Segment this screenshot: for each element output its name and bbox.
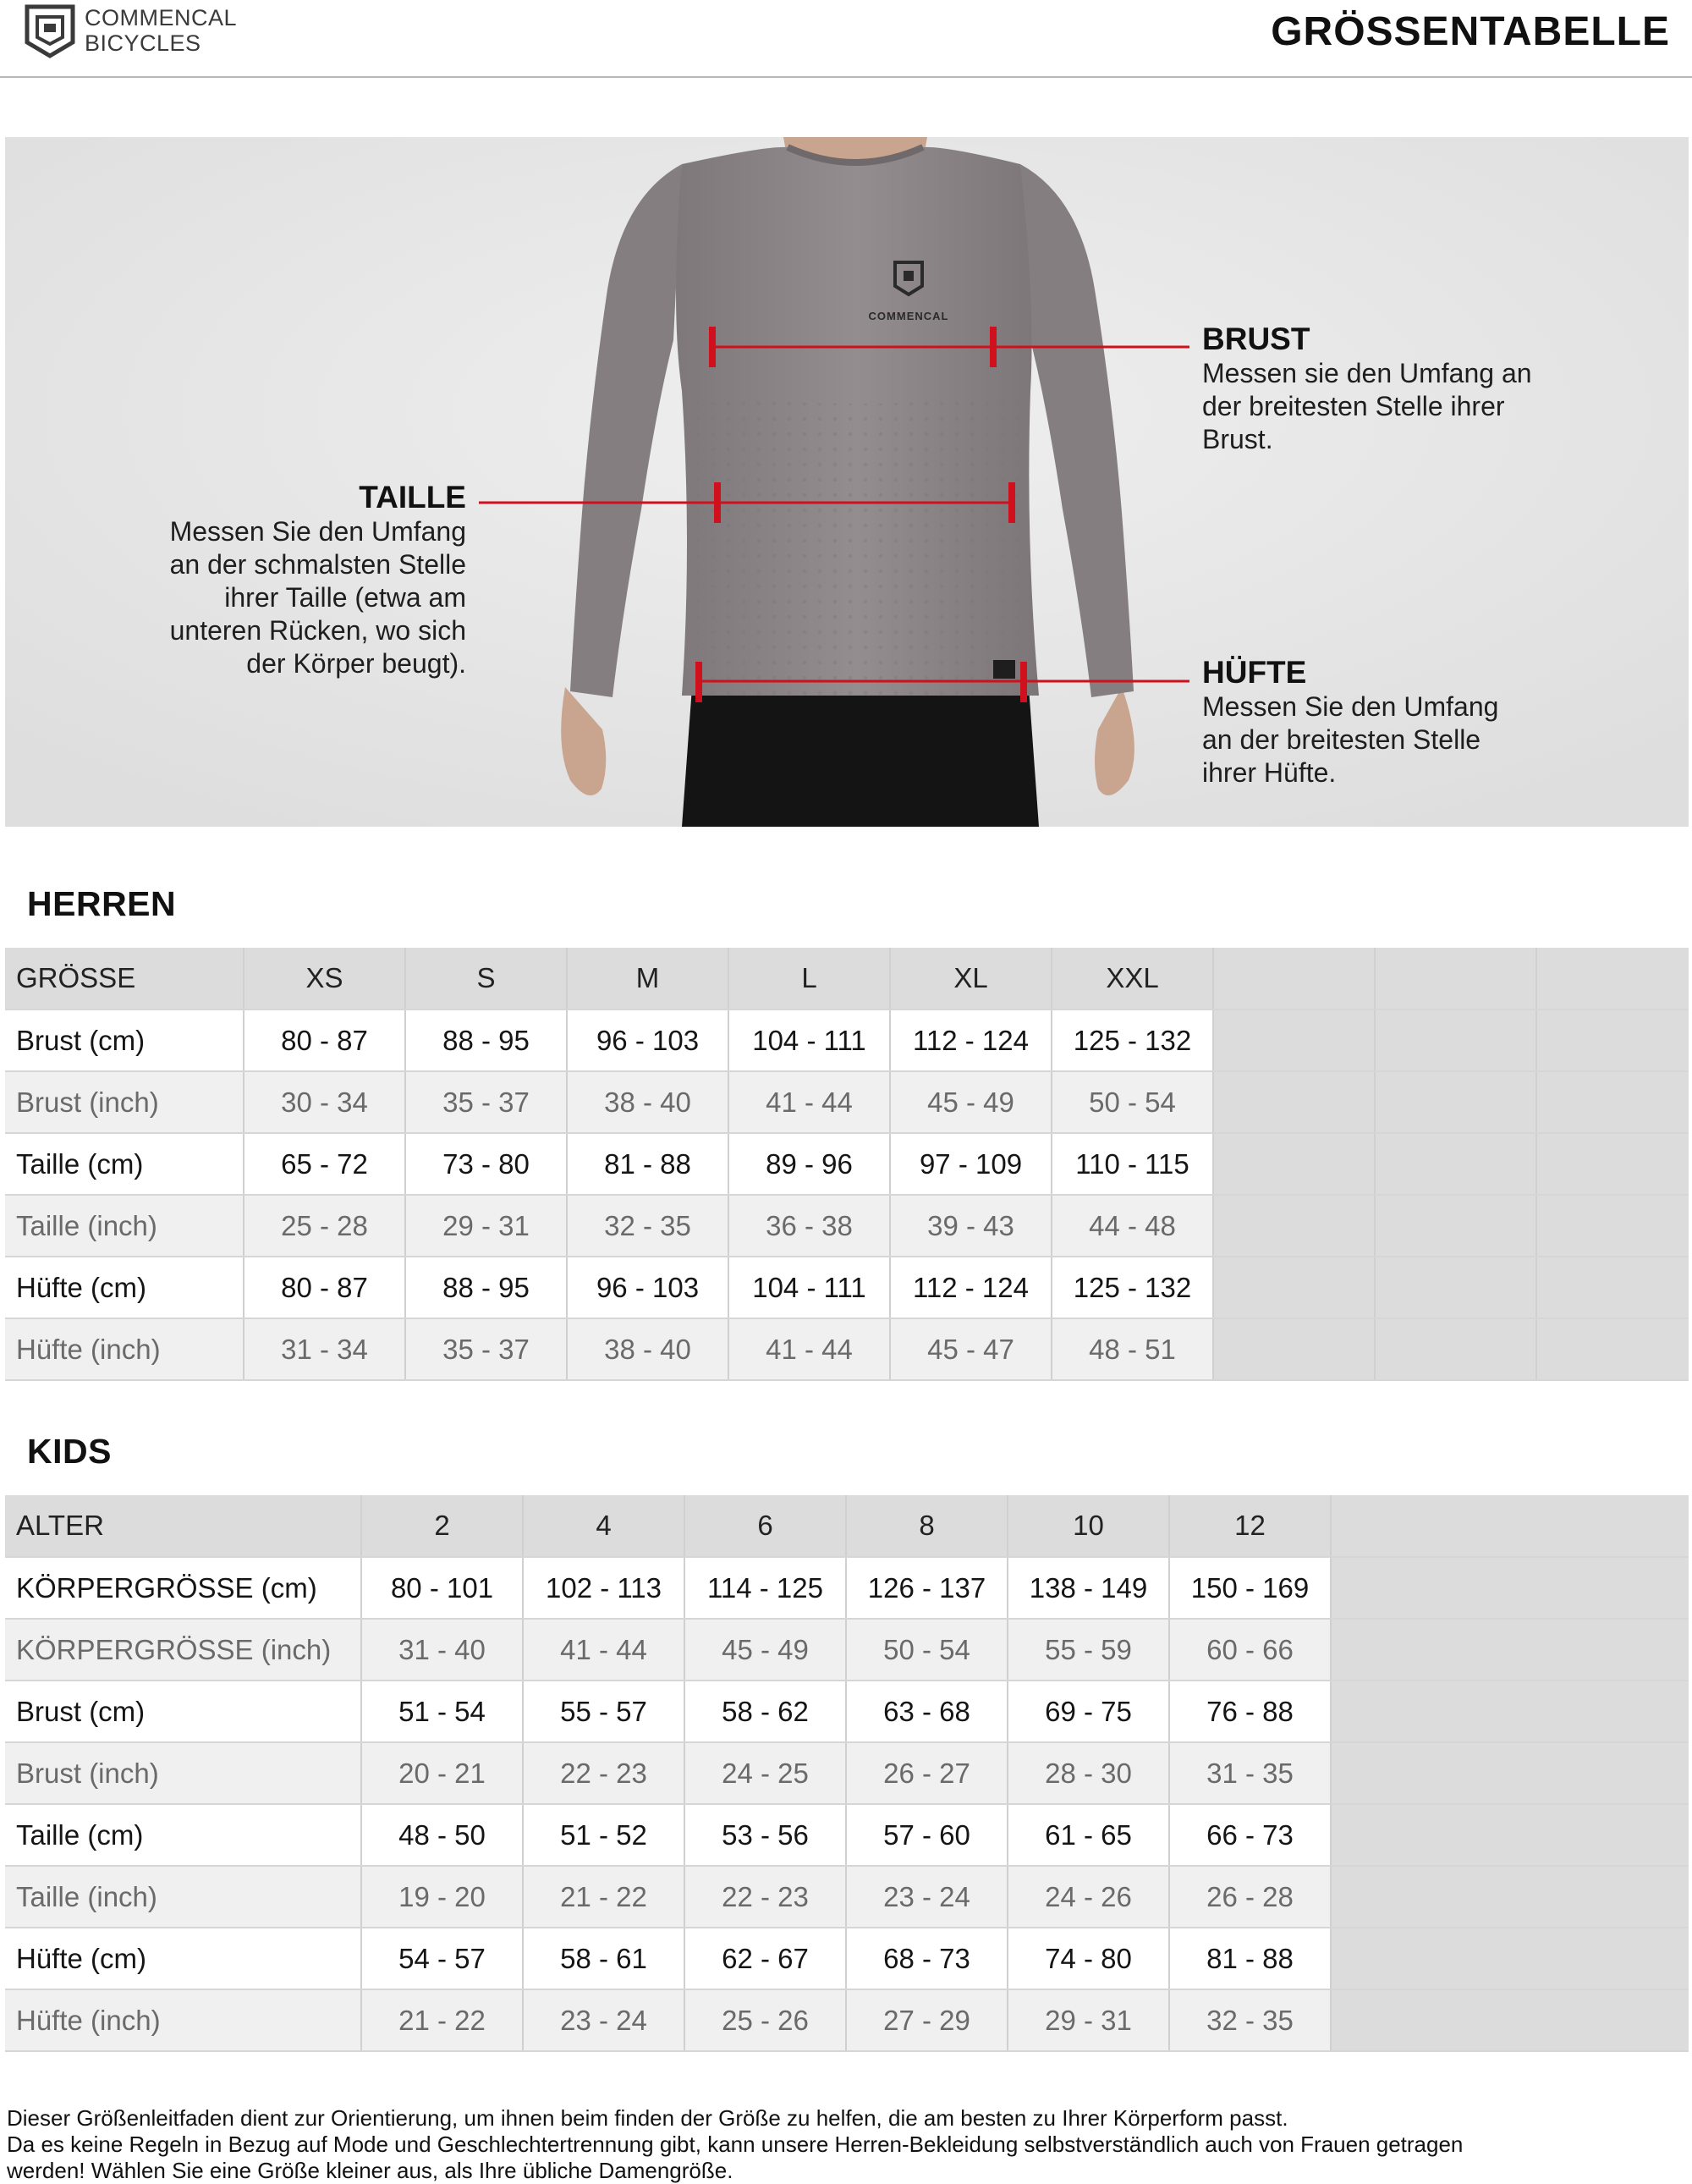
size-value-cell: 50 - 54 [846, 1619, 1008, 1681]
size-value-cell: 55 - 57 [523, 1681, 684, 1742]
empty-cell [1213, 1257, 1375, 1318]
empty-cell [1213, 1071, 1375, 1133]
size-value-cell: S [405, 948, 567, 1009]
shirt-logo-text: COMMENCAL [868, 310, 949, 322]
size-value-cell: 29 - 31 [1008, 1989, 1169, 2051]
size-value-cell: 150 - 169 [1169, 1557, 1331, 1619]
row-label-cell: Brust (cm) [5, 1009, 244, 1071]
pants-shape [682, 687, 1039, 827]
disclaimer-line-2: Da es keine Regeln in Bezug auf Mode und Geschlechtertrennung gibt, kann unsere Herren-Bekleidung selbstverständlich auch von Frauen getragen [7, 2132, 1464, 2157]
table-row [5, 1989, 1689, 2051]
kids-size-table [5, 1495, 1689, 2052]
commencal-logo-icon [22, 3, 78, 59]
size-value-cell: 35 - 37 [405, 1071, 567, 1133]
size-value-cell: 110 - 115 [1052, 1133, 1213, 1195]
row-label-cell: KÖRPERGRÖSSE (cm) [5, 1557, 361, 1619]
empty-cell [1331, 1557, 1689, 1619]
page-title: GRÖSSENTABELLE [1271, 9, 1670, 54]
empty-cell [1213, 1195, 1375, 1257]
table-row [5, 1133, 1689, 1195]
size-value-cell: 25 - 28 [244, 1195, 405, 1257]
size-value-cell: 4 [523, 1495, 684, 1557]
empty-cell [1536, 1071, 1689, 1133]
size-value-cell: XS [244, 948, 405, 1009]
size-value-cell: 22 - 23 [523, 1742, 684, 1804]
empty-cell [1536, 1318, 1689, 1380]
size-value-cell: 73 - 80 [405, 1133, 567, 1195]
table-row [5, 1804, 1689, 1866]
size-value-cell: 66 - 73 [1169, 1804, 1331, 1866]
row-label-cell: Hüfte (cm) [5, 1928, 361, 1989]
kids-section-title: KIDS [27, 1432, 112, 1471]
table-row [5, 1257, 1689, 1318]
size-value-cell: 36 - 38 [728, 1195, 890, 1257]
size-value-cell: 28 - 30 [1008, 1742, 1169, 1804]
size-value-cell: 112 - 124 [890, 1009, 1052, 1071]
size-value-cell: 102 - 113 [523, 1557, 684, 1619]
size-value-cell: 35 - 37 [405, 1318, 567, 1380]
row-label-cell: Brust (cm) [5, 1681, 361, 1742]
row-label-cell: Hüfte (inch) [5, 1318, 244, 1380]
waist-title: TAILLE [359, 480, 466, 514]
size-value-cell: 138 - 149 [1008, 1557, 1169, 1619]
size-value-cell: 104 - 111 [728, 1257, 890, 1318]
size-value-cell: 104 - 111 [728, 1009, 890, 1071]
brand-line-1: COMMENCAL [85, 5, 238, 30]
disclaimer-line-3: werden! Wählen Sie eine Größe kleiner aus, als Ihre übliche Damengröße. [7, 2158, 733, 2183]
table-header-row [5, 948, 1689, 1009]
row-label-cell: KÖRPERGRÖSSE (inch) [5, 1619, 361, 1681]
size-value-cell: 80 - 101 [361, 1557, 523, 1619]
size-value-cell: 24 - 26 [1008, 1866, 1169, 1928]
men-section-title: HERREN [27, 884, 177, 923]
size-value-cell: 126 - 137 [846, 1557, 1008, 1619]
table-header-row [5, 1495, 1689, 1557]
size-value-cell: 45 - 49 [684, 1619, 846, 1681]
size-value-cell: 81 - 88 [1169, 1928, 1331, 1989]
empty-cell [1375, 1009, 1536, 1071]
table-row [5, 1318, 1689, 1380]
brand-line-2: BICYCLES [85, 30, 201, 56]
size-value-cell: 8 [846, 1495, 1008, 1557]
size-value-cell: 22 - 23 [684, 1866, 846, 1928]
row-label-cell: Taille (inch) [5, 1195, 244, 1257]
chest-text-3: Brust. [1202, 424, 1273, 454]
size-value-cell: 76 - 88 [1169, 1681, 1331, 1742]
size-value-cell: 45 - 47 [890, 1318, 1052, 1380]
size-value-cell: 54 - 57 [361, 1928, 523, 1989]
chest-title: BRUST [1202, 322, 1310, 356]
empty-cell [1536, 1009, 1689, 1071]
size-value-cell: 57 - 60 [846, 1804, 1008, 1866]
table-row [5, 1866, 1689, 1928]
empty-cell [1331, 1681, 1689, 1742]
size-value-cell: 31 - 34 [244, 1318, 405, 1380]
size-value-cell: 61 - 65 [1008, 1804, 1169, 1866]
size-value-cell: XL [890, 948, 1052, 1009]
hip-text-1: Messen Sie den Umfang [1202, 691, 1499, 722]
size-value-cell: 30 - 34 [244, 1071, 405, 1133]
waist-text-3: ihrer Taille (etwa am [224, 582, 466, 613]
empty-cell [1375, 1133, 1536, 1195]
empty-cell [1375, 1257, 1536, 1318]
size-value-cell: 96 - 103 [567, 1257, 728, 1318]
chest-text-1: Messen sie den Umfang an [1202, 358, 1532, 388]
table-row [5, 1681, 1689, 1742]
size-value-cell: 45 - 49 [890, 1071, 1052, 1133]
waist-text-5: der Körper beugt). [246, 648, 466, 679]
row-label-cell: ALTER [5, 1495, 361, 1557]
size-value-cell: 80 - 87 [244, 1257, 405, 1318]
size-value-cell: L [728, 948, 890, 1009]
size-value-cell: 88 - 95 [405, 1009, 567, 1071]
size-value-cell: 32 - 35 [1169, 1989, 1331, 2051]
empty-cell [1331, 1742, 1689, 1804]
size-value-cell: 25 - 26 [684, 1989, 846, 2051]
empty-cell [1331, 1866, 1689, 1928]
size-value-cell: 10 [1008, 1495, 1169, 1557]
size-value-cell: 88 - 95 [405, 1257, 567, 1318]
empty-cell [1331, 1619, 1689, 1681]
empty-cell [1536, 1133, 1689, 1195]
page-header [0, 0, 1692, 78]
table-row [5, 1071, 1689, 1133]
waist-text-1: Messen Sie den Umfang [169, 516, 466, 547]
size-value-cell: 114 - 125 [684, 1557, 846, 1619]
empty-cell [1375, 1318, 1536, 1380]
empty-cell [1536, 1257, 1689, 1318]
empty-cell [1536, 1195, 1689, 1257]
empty-cell [1213, 948, 1375, 1009]
empty-cell [1213, 1318, 1375, 1380]
size-value-cell: 62 - 67 [684, 1928, 846, 1989]
size-value-cell: 97 - 109 [890, 1133, 1052, 1195]
table-row [5, 1195, 1689, 1257]
empty-cell [1536, 948, 1689, 1009]
size-value-cell: XXL [1052, 948, 1213, 1009]
table-row [5, 1742, 1689, 1804]
row-label-cell: Hüfte (inch) [5, 1989, 361, 2051]
size-value-cell: 29 - 31 [405, 1195, 567, 1257]
size-value-cell: 51 - 52 [523, 1804, 684, 1866]
empty-cell [1213, 1133, 1375, 1195]
size-value-cell: 48 - 51 [1052, 1318, 1213, 1380]
empty-cell [1331, 1928, 1689, 1989]
table-row [5, 1557, 1689, 1619]
empty-cell [1375, 1071, 1536, 1133]
table-row [5, 1009, 1689, 1071]
hip-text-3: ihrer Hüfte. [1202, 757, 1337, 788]
waist-callout [90, 480, 466, 680]
size-value-cell: 53 - 56 [684, 1804, 846, 1866]
size-value-cell: 44 - 48 [1052, 1195, 1213, 1257]
size-value-cell: 69 - 75 [1008, 1681, 1169, 1742]
row-label-cell: Taille (cm) [5, 1804, 361, 1866]
size-value-cell: 60 - 66 [1169, 1619, 1331, 1681]
row-label-cell: Taille (inch) [5, 1866, 361, 1928]
size-value-cell: 68 - 73 [846, 1928, 1008, 1989]
row-label-cell: Hüfte (cm) [5, 1257, 244, 1318]
size-value-cell: 6 [684, 1495, 846, 1557]
size-value-cell: 125 - 132 [1052, 1009, 1213, 1071]
size-value-cell: 19 - 20 [361, 1866, 523, 1928]
brand-name [85, 5, 237, 56]
empty-cell [1213, 1009, 1375, 1071]
size-value-cell: 80 - 87 [244, 1009, 405, 1071]
size-value-cell: 50 - 54 [1052, 1071, 1213, 1133]
size-value-cell: 63 - 68 [846, 1681, 1008, 1742]
size-value-cell: 39 - 43 [890, 1195, 1052, 1257]
size-value-cell: 51 - 54 [361, 1681, 523, 1742]
size-value-cell: 31 - 40 [361, 1619, 523, 1681]
size-value-cell: 89 - 96 [728, 1133, 890, 1195]
size-value-cell: 27 - 29 [846, 1989, 1008, 2051]
row-label-cell: GRÖSSE [5, 948, 244, 1009]
size-value-cell: 125 - 132 [1052, 1257, 1213, 1318]
size-value-cell: 58 - 62 [684, 1681, 846, 1742]
size-value-cell: 58 - 61 [523, 1928, 684, 1989]
size-value-cell: 21 - 22 [361, 1989, 523, 2051]
size-value-cell: 41 - 44 [523, 1619, 684, 1681]
size-value-cell: 112 - 124 [890, 1257, 1052, 1318]
size-value-cell: 41 - 44 [728, 1318, 890, 1380]
row-label-cell: Brust (inch) [5, 1742, 361, 1804]
table-row [5, 1928, 1689, 1989]
hip-callout [1202, 655, 1498, 789]
size-value-cell: 31 - 35 [1169, 1742, 1331, 1804]
disclaimer-text [7, 2105, 1690, 2184]
hip-text-2: an der breitesten Stelle [1202, 724, 1481, 755]
empty-cell [1331, 1989, 1689, 2051]
row-label-cell: Brust (inch) [5, 1071, 244, 1133]
size-value-cell: 23 - 24 [846, 1866, 1008, 1928]
chest-text-2: der breitesten Stelle ihrer [1202, 391, 1505, 421]
size-value-cell: 23 - 24 [523, 1989, 684, 2051]
size-value-cell: 2 [361, 1495, 523, 1557]
waist-text-4: unteren Rücken, wo sich [169, 615, 466, 646]
size-value-cell: 20 - 21 [361, 1742, 523, 1804]
size-value-cell: 26 - 27 [846, 1742, 1008, 1804]
size-value-cell: 74 - 80 [1008, 1928, 1169, 1989]
measurement-illustration [5, 137, 1689, 827]
size-value-cell: 38 - 40 [567, 1318, 728, 1380]
size-value-cell: M [567, 948, 728, 1009]
disclaimer-line-1: Dieser Größenleitfaden dient zur Orientierung, um ihnen beim finden der Größe zu helfen, die am besten zu Ihrer Körperform passt. [7, 2105, 1288, 2131]
size-value-cell: 81 - 88 [567, 1133, 728, 1195]
empty-cell [1375, 1195, 1536, 1257]
size-value-cell: 24 - 25 [684, 1742, 846, 1804]
size-value-cell: 65 - 72 [244, 1133, 405, 1195]
men-size-table [5, 948, 1689, 1381]
empty-cell [1331, 1804, 1689, 1866]
waist-text-2: an der schmalsten Stelle [169, 549, 466, 580]
size-value-cell: 41 - 44 [728, 1071, 890, 1133]
row-label-cell: Taille (cm) [5, 1133, 244, 1195]
size-value-cell: 26 - 28 [1169, 1866, 1331, 1928]
size-value-cell: 32 - 35 [567, 1195, 728, 1257]
table-row [5, 1619, 1689, 1681]
size-value-cell: 38 - 40 [567, 1071, 728, 1133]
size-value-cell: 96 - 103 [567, 1009, 728, 1071]
chest-callout [1202, 322, 1532, 456]
empty-cell [1375, 948, 1536, 1009]
empty-cell [1331, 1495, 1689, 1557]
size-value-cell: 12 [1169, 1495, 1331, 1557]
size-value-cell: 48 - 50 [361, 1804, 523, 1866]
hip-title: HÜFTE [1202, 655, 1307, 690]
size-value-cell: 21 - 22 [523, 1866, 684, 1928]
size-value-cell: 55 - 59 [1008, 1619, 1169, 1681]
